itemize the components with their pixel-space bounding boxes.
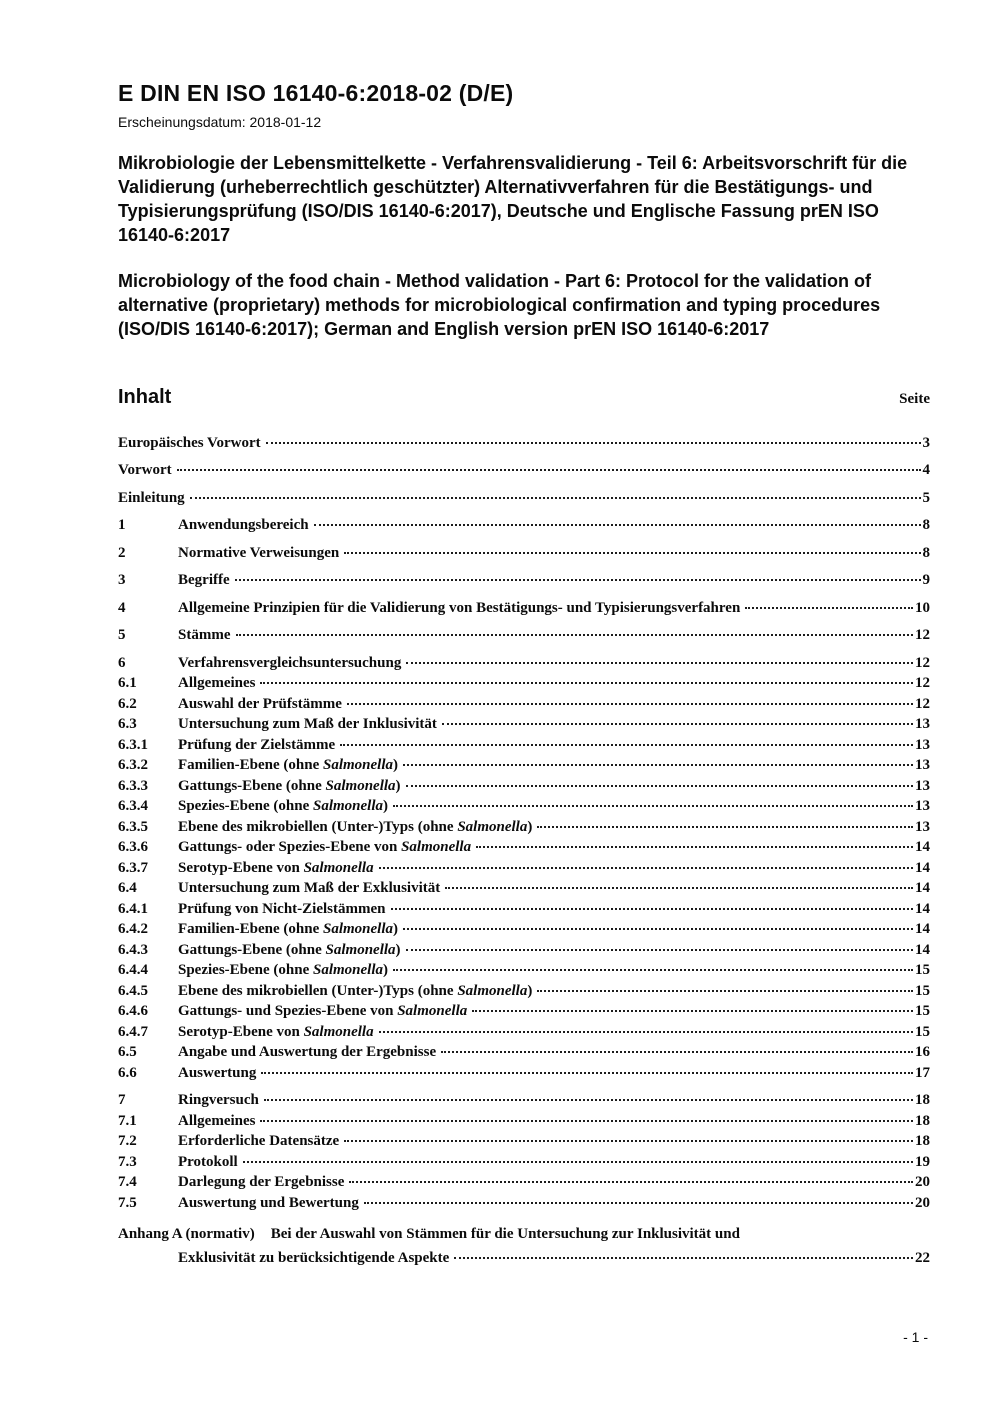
toc-entry-number: 6.3.1 xyxy=(118,736,148,753)
toc-entry-page: 13 xyxy=(915,757,930,774)
toc-list xyxy=(118,433,930,1214)
toc-entry-number: 6.3.5 xyxy=(118,818,148,835)
toc-leader-dots xyxy=(442,723,913,725)
toc-entry-number: 7.2 xyxy=(118,1133,137,1150)
toc-entry[interactable] xyxy=(118,1111,930,1132)
toc-leader-dots xyxy=(235,579,921,581)
toc-leader-dots xyxy=(344,1140,913,1142)
toc-entry[interactable] xyxy=(118,817,930,838)
toc-entry-title: Allgemeines xyxy=(178,1112,256,1129)
toc-entry-title: Einleitung xyxy=(118,489,185,506)
toc-entry-page: 13 xyxy=(915,818,930,835)
toc-entry-number: 6.5 xyxy=(118,1044,137,1061)
document-title: E DIN EN ISO 16140-6:2018-02 (D/E) xyxy=(118,80,514,106)
toc-page-column-label: Seite xyxy=(899,390,930,407)
toc-entry-number: Anhang A (normativ) xyxy=(118,1226,255,1243)
toc-leader-dots xyxy=(476,846,913,848)
toc-leader-dots xyxy=(177,469,921,471)
toc-entry-title: Erforderliche Datensätze xyxy=(178,1133,340,1150)
toc-entry-number: 7.4 xyxy=(118,1174,137,1191)
toc-entry-title: Untersuchung zum Maß der Exklusivität xyxy=(178,880,441,897)
toc-entry-title: Spezies-Ebene (ohne Salmonella) xyxy=(178,962,389,979)
toc-entry-title: Allgemeine Prinzipien für die Validierung von Bestätigungs- und Typisierungsverfahren xyxy=(178,599,741,616)
toc-entry[interactable] xyxy=(118,796,930,817)
toc-entry[interactable] xyxy=(118,460,930,481)
toc-entry[interactable] xyxy=(118,960,930,981)
toc-entry-page: 18 xyxy=(915,1133,930,1150)
toc-entry-title: Auswertung und Bewertung xyxy=(178,1194,359,1211)
toc-entry-number: 7.1 xyxy=(118,1112,137,1129)
toc-entry-number: 6.4.4 xyxy=(118,962,148,979)
toc-entry[interactable] xyxy=(118,919,930,940)
toc-entry-title: Familien-Ebene (ohne Salmonella) xyxy=(178,921,399,938)
toc-entry-page: 15 xyxy=(915,962,930,979)
toc-entry[interactable] xyxy=(118,899,930,920)
toc-entry-page: 12 xyxy=(915,675,930,692)
toc-leader-dots xyxy=(379,1031,913,1033)
toc-entry-page: 18 xyxy=(915,1112,930,1129)
toc-entry-page: 22 xyxy=(915,1250,930,1267)
toc-entry-title: Ringversuch xyxy=(178,1092,259,1109)
toc-entry-title: Allgemeines xyxy=(178,675,256,692)
toc-entry-number: 6.3 xyxy=(118,716,137,733)
toc-entry-number: 7.3 xyxy=(118,1153,137,1170)
toc-entry-title: Untersuchung zum Maß der Inklusivität xyxy=(178,716,437,733)
toc-entry-title: Spezies-Ebene (ohne Salmonella) xyxy=(178,798,389,815)
toc-entry-page: 15 xyxy=(915,1003,930,1020)
toc-leader-dots xyxy=(391,908,914,910)
toc-entry-page: 5 xyxy=(922,489,930,506)
toc-entry[interactable] xyxy=(118,858,930,879)
toc-entry[interactable] xyxy=(118,714,930,735)
toc-entry[interactable] xyxy=(118,488,930,509)
toc-leader-dots xyxy=(344,552,920,554)
toc-leader-dots xyxy=(472,1010,913,1012)
toc-entry-title: Ebene des mikrobiellen (Unter-)Typs (ohne Salmonella) xyxy=(178,818,533,835)
toc-entry-title: Verfahrensvergleichsuntersuchung xyxy=(178,654,402,671)
toc-entry-page: 14 xyxy=(915,941,930,958)
toc-entry-page: 12 xyxy=(915,654,930,671)
toc-entry-number: 6.3.7 xyxy=(118,859,148,876)
toc-leader-dots xyxy=(190,497,921,499)
toc-entry-number: 4 xyxy=(118,599,126,616)
toc-entry-title: Darlegung der Ergebnisse xyxy=(178,1174,345,1191)
toc-header-row xyxy=(118,386,930,409)
toc-entry-number: 6.4.1 xyxy=(118,900,148,917)
toc-entry-number: 6.4.5 xyxy=(118,982,148,999)
toc-entry-page: 19 xyxy=(915,1153,930,1170)
toc-entry-page: 9 xyxy=(922,572,930,589)
toc-entry-page: 14 xyxy=(915,839,930,856)
toc-entry[interactable] xyxy=(118,1063,930,1084)
toc-entry-title: Protokoll xyxy=(178,1153,238,1170)
toc-leader-dots xyxy=(393,805,913,807)
toc-entry-number: 6 xyxy=(118,654,126,671)
toc-entry[interactable] xyxy=(118,673,930,694)
toc-leader-dots xyxy=(243,1161,913,1163)
toc-entry-title: Stämme xyxy=(178,627,231,644)
toc-leader-dots xyxy=(349,1181,913,1183)
toc-entry[interactable] xyxy=(118,878,930,899)
toc-entry-page: 17 xyxy=(915,1064,930,1081)
toc-entry-title: Anwendungsbereich xyxy=(178,517,309,534)
toc-entry-title: Gattungs-Ebene (ohne Salmonella) xyxy=(178,777,401,794)
toc-entry-number: 6.4 xyxy=(118,880,137,897)
toc-leader-dots xyxy=(406,785,913,787)
toc-entry[interactable] xyxy=(118,1193,930,1214)
toc-leader-dots xyxy=(347,703,913,705)
toc-entry-title: Angabe und Auswertung der Ergebnisse xyxy=(178,1044,437,1061)
toc-leader-dots xyxy=(406,949,913,951)
toc-entry-page: 10 xyxy=(915,599,930,616)
toc-entry[interactable] xyxy=(118,1131,930,1152)
toc-entry-number: 7 xyxy=(118,1092,126,1109)
toc-leader-dots xyxy=(393,969,913,971)
toc-entry[interactable] xyxy=(118,1090,930,1111)
toc-entry-title: Normative Verweisungen xyxy=(178,544,340,561)
toc-entry-page: 13 xyxy=(915,736,930,753)
toc-entry[interactable] xyxy=(118,735,930,756)
toc-leader-dots xyxy=(364,1202,913,1204)
toc-leader-dots xyxy=(260,1120,913,1122)
toc-entry-number: 6.3.4 xyxy=(118,798,148,815)
toc-entry[interactable] xyxy=(118,653,930,674)
toc-entry-title: Auswertung xyxy=(178,1064,257,1081)
toc-entry-number: 6.3.3 xyxy=(118,777,148,794)
toc-entry-title: Familien-Ebene (ohne Salmonella) xyxy=(178,757,399,774)
toc-entry-page: 15 xyxy=(915,1023,930,1040)
toc-entry-title: Vorwort xyxy=(118,462,172,479)
toc-entry-page: 15 xyxy=(915,982,930,999)
toc-entry-number: 6.1 xyxy=(118,675,137,692)
toc-leader-dots xyxy=(264,1099,913,1101)
toc-entry-page: 20 xyxy=(915,1174,930,1191)
toc-entry-number: 6.3.6 xyxy=(118,839,148,856)
toc-entry-title: Auswahl der Prüfstämme xyxy=(178,695,342,712)
toc-entry-page: 4 xyxy=(922,462,930,479)
toc-entry[interactable] xyxy=(118,1022,930,1043)
toc-entry[interactable] xyxy=(118,570,930,591)
toc-leader-dots xyxy=(441,1051,913,1053)
toc-entry-page: 16 xyxy=(915,1044,930,1061)
toc-entry-page: 20 xyxy=(915,1194,930,1211)
toc-entry-number: 6.4.7 xyxy=(118,1023,148,1040)
toc-entry[interactable] xyxy=(118,837,930,858)
toc-entry[interactable] xyxy=(118,1042,930,1063)
toc-leader-dots xyxy=(403,928,913,930)
toc-entry-page: 8 xyxy=(922,517,930,534)
toc-entry-page: 8 xyxy=(922,544,930,561)
toc-entry-title: Gattungs-Ebene (ohne Salmonella) xyxy=(178,941,401,958)
toc-entry-page: 12 xyxy=(915,695,930,712)
toc-entry[interactable] xyxy=(118,598,930,619)
page-number-footer: - 1 - xyxy=(903,1329,928,1345)
toc-entry-number: 5 xyxy=(118,627,126,644)
toc-entry[interactable] xyxy=(118,433,930,454)
toc-entry[interactable] xyxy=(118,981,930,1002)
german-title: Mikrobiologie der Lebensmittelkette - Verfahrensvalidierung - Teil 6: Arbeitsvorschrift für die Validierung (urheberrechtlich geschützter) Alternativverfahren für die Bestätigungs- und Typisierungsprüfung (ISO/DIS 16140-6:2017), Deutsche und Englische Fassung prEN ISO 16140-6:2017 xyxy=(118,153,908,245)
toc-leader-dots xyxy=(537,826,913,828)
toc-entry-page: 12 xyxy=(915,627,930,644)
toc-leader-dots xyxy=(236,634,914,636)
toc-leader-dots xyxy=(260,682,913,684)
toc-leader-dots xyxy=(406,662,913,664)
toc-entry-number: 6.4.2 xyxy=(118,921,148,938)
toc-entry-title: Prüfung von Nicht-Zielstämmen xyxy=(178,900,386,917)
toc-leader-dots xyxy=(445,887,913,889)
toc-entry-number: 6.3.2 xyxy=(118,757,148,774)
publication-date: Erscheinungsdatum: 2018-01-12 xyxy=(118,114,322,130)
toc-entry[interactable] xyxy=(118,755,930,776)
toc-entry-anhang-line2[interactable] xyxy=(118,1246,930,1270)
toc-entry-title: Gattungs- oder Spezies-Ebene von Salmonella xyxy=(178,839,472,856)
toc-entry[interactable] xyxy=(118,694,930,715)
toc-entry[interactable] xyxy=(118,940,930,961)
toc-entry-title: Serotyp-Ebene von Salmonella xyxy=(178,1023,374,1040)
toc-entry-number: 7.5 xyxy=(118,1194,137,1211)
toc-entry-number: 1 xyxy=(118,517,126,534)
toc-entry-title: Europäisches Vorwort xyxy=(118,434,261,451)
toc-entry-page: 13 xyxy=(915,716,930,733)
toc-entry-title: Exklusivität zu berücksichtigende Aspekte xyxy=(178,1250,450,1267)
toc-leader-dots xyxy=(454,1257,913,1259)
toc-entry-title: Ebene des mikrobiellen (Unter-)Typs (ohne Salmonella) xyxy=(178,982,533,999)
toc-entry[interactable] xyxy=(118,1172,930,1193)
toc-leader-dots xyxy=(261,1072,913,1074)
toc-entry[interactable] xyxy=(118,776,930,797)
toc-entry-number: 6.4.3 xyxy=(118,941,148,958)
toc-entry-page: 18 xyxy=(915,1092,930,1109)
toc-entry-page: 13 xyxy=(915,777,930,794)
toc-entry-anhang-line1[interactable] xyxy=(118,1222,930,1246)
toc-leader-dots xyxy=(314,524,921,526)
toc-entry-number: 3 xyxy=(118,572,126,589)
toc-leader-dots xyxy=(340,744,913,746)
toc-entry-page: 14 xyxy=(915,921,930,938)
toc-entry-title: Prüfung der Zielstämme xyxy=(178,736,336,753)
toc-entry-page: 3 xyxy=(922,434,930,451)
toc-leader-dots xyxy=(266,442,921,444)
toc-entry-number: 6.4.6 xyxy=(118,1003,148,1020)
toc-entry-number: 6.2 xyxy=(118,695,137,712)
toc-entry-title: Serotyp-Ebene von Salmonella xyxy=(178,859,374,876)
toc-annex-entry xyxy=(118,1222,930,1270)
toc-leader-dots xyxy=(379,867,913,869)
toc-entry-number: 2 xyxy=(118,544,126,561)
toc-leader-dots xyxy=(403,764,913,766)
toc-entry-page: 13 xyxy=(915,798,930,815)
toc-entry[interactable] xyxy=(118,515,930,536)
toc-entry[interactable] xyxy=(118,625,930,646)
toc-entry-title: Bei der Auswahl von Stämmen für die Untersuchung zur Inklusivität und xyxy=(270,1226,740,1243)
toc-entry[interactable] xyxy=(118,1001,930,1022)
english-title: Microbiology of the food chain - Method validation - Part 6: Protocol for the validation of alternative (proprietary) methods for microbiological confirmation and typing procedures (ISO/DIS 16140-6:2017); German and English version prEN ISO 16140-6:2017 xyxy=(118,270,881,339)
toc-entry-page: 14 xyxy=(915,859,930,876)
toc-leader-dots xyxy=(745,607,913,609)
toc-leader-dots xyxy=(537,990,913,992)
toc-entry-title: Gattungs- und Spezies-Ebene von Salmonella xyxy=(178,1003,468,1020)
toc-entry-page: 14 xyxy=(915,880,930,897)
toc-entry-title: Begriffe xyxy=(178,572,230,589)
toc-heading: Inhalt xyxy=(118,385,172,408)
toc-entry-page: 14 xyxy=(915,900,930,917)
toc-entry[interactable] xyxy=(118,543,930,564)
toc-entry[interactable] xyxy=(118,1152,930,1173)
toc-entry-number: 6.6 xyxy=(118,1064,137,1081)
